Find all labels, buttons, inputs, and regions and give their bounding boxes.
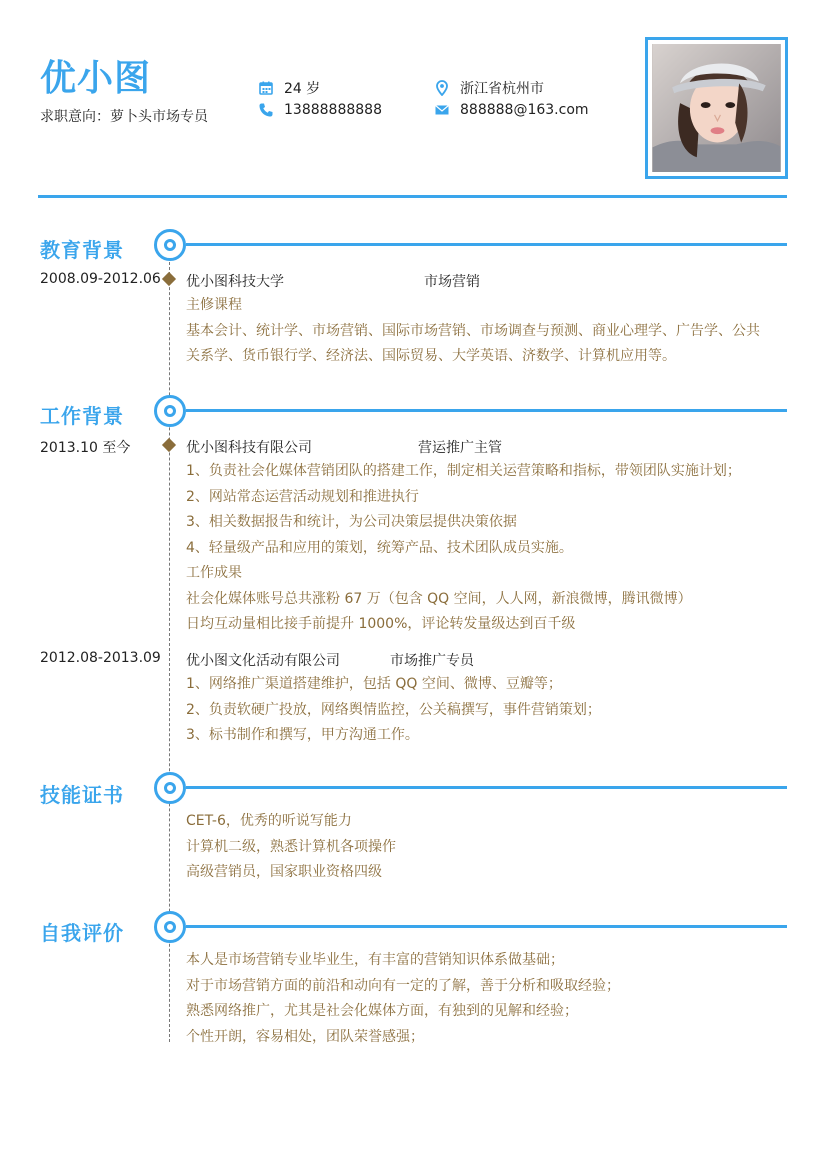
job-objective: 求职意向：萝卜头市场专员 bbox=[40, 109, 208, 125]
profile-photo bbox=[645, 37, 788, 179]
skill-line: CET-6，优秀的听说写能力 bbox=[186, 813, 352, 829]
education-line: 基本会计、统计学、市场营销、国际市场营销、市场调查与预测、商业心理学、广告学、公共 bbox=[186, 322, 760, 339]
work-section-title: 工作背景 bbox=[40, 404, 124, 428]
self-line: 个性开朗，容易相处，团队荣誉感强； bbox=[186, 1028, 424, 1045]
skill-line: 高级营销员，国家职业资格四级 bbox=[186, 864, 382, 880]
portrait-image bbox=[652, 44, 781, 172]
school-name: 优小图科技大学 bbox=[186, 274, 284, 290]
education-section-title: 教育背景 bbox=[40, 238, 124, 262]
job-line: 2、负责软硬广投放，网络舆情监控，公关稿撰写，事件营销策划； bbox=[186, 701, 601, 718]
job-line: 1、网络推广渠道搭建维护，包括 QQ 空间、微博、豆瓣等； bbox=[186, 676, 562, 692]
location-contact bbox=[434, 78, 544, 98]
self-line: 对于市场营销方面的前沿和动向有一定的了解，善于分析和吸取经验； bbox=[186, 977, 620, 994]
email-contact bbox=[434, 102, 589, 118]
self-section-marker bbox=[154, 911, 186, 943]
work-section-marker bbox=[154, 395, 186, 427]
education-section-marker bbox=[154, 229, 186, 261]
major-name: 市场营销 bbox=[424, 274, 480, 290]
job-line: 工作成果 bbox=[186, 565, 242, 581]
skills-section-line bbox=[186, 786, 787, 789]
education-line: 主修课程 bbox=[186, 297, 242, 313]
job-entry bbox=[186, 650, 474, 670]
job-line: 社会化媒体账号总共涨粉 67 万（包含 QQ 空间，人人网，新浪微博，腾讯微博） bbox=[186, 590, 692, 607]
education-section-line bbox=[186, 243, 787, 246]
job-marker bbox=[162, 438, 176, 452]
candidate-name: 优小图 bbox=[40, 58, 152, 99]
job-details bbox=[186, 672, 790, 749]
email-text: 888888@163.com bbox=[460, 102, 589, 118]
job-line: 2、网站常态运营活动规划和推进执行 bbox=[186, 488, 419, 505]
job-date: 2013.10 至今 bbox=[40, 440, 131, 456]
header-divider bbox=[38, 195, 787, 198]
work-section-line bbox=[186, 409, 787, 412]
skills-section-marker bbox=[154, 772, 186, 804]
job-date: 2012.08-2013.09 bbox=[40, 650, 161, 666]
location-text: 浙江省杭州市 bbox=[460, 81, 544, 97]
job-details bbox=[186, 459, 790, 638]
self-section-title: 自我评价 bbox=[40, 921, 124, 945]
envelope-icon bbox=[434, 102, 450, 118]
phone-text: 13888888888 bbox=[284, 102, 382, 118]
self-section-line bbox=[186, 925, 787, 928]
company-name: 优小图科技有限公司 bbox=[186, 440, 312, 456]
skill-line: 计算机二级，熟悉计算机各项操作 bbox=[186, 838, 396, 855]
job-role: 营运推广主管 bbox=[418, 440, 502, 456]
phone-contact bbox=[258, 102, 382, 118]
location-pin-icon bbox=[434, 80, 450, 96]
phone-icon bbox=[258, 102, 274, 118]
job-line: 3、相关数据报告和统计，为公司决策层提供决策依据 bbox=[186, 514, 517, 530]
education-entry bbox=[186, 271, 480, 291]
job-line: 日均互动量相比接手前提升 1000%，评论转发量级达到百千级 bbox=[186, 616, 576, 632]
education-line: 关系学、货币银行学、经济法、国际贸易、大学英语、济数学、计算机应用等。 bbox=[186, 348, 676, 364]
calendar-icon bbox=[258, 80, 274, 96]
education-details bbox=[186, 293, 790, 370]
education-date: 2008.09-2012.06 bbox=[40, 271, 161, 287]
skills-section-title: 技能证书 bbox=[40, 783, 124, 807]
job-line: 1、负责社会化媒体营销团队的搭建工作，制定相关运营策略和指标，带领团队实施计划； bbox=[186, 463, 741, 479]
self-details bbox=[186, 948, 790, 1050]
age-text: 24 岁 bbox=[284, 81, 321, 97]
company-name: 优小图文化活动有限公司 bbox=[186, 653, 340, 669]
job-line: 4、轻量级产品和应用的策划，统筹产品、技术团队成员实施。 bbox=[186, 539, 573, 556]
education-marker bbox=[162, 272, 176, 286]
self-line: 熟悉网络推广，尤其是社会化媒体方面，有独到的见解和经验； bbox=[186, 1003, 578, 1019]
job-entry bbox=[186, 437, 502, 457]
age-contact bbox=[258, 78, 320, 98]
self-line: 本人是市场营销专业毕业生，有丰富的营销知识体系做基础； bbox=[186, 952, 564, 968]
skills-details bbox=[186, 809, 790, 886]
job-role: 市场推广专员 bbox=[390, 653, 474, 669]
job-line: 3、标书制作和撰写，甲方沟通工作。 bbox=[186, 727, 419, 743]
